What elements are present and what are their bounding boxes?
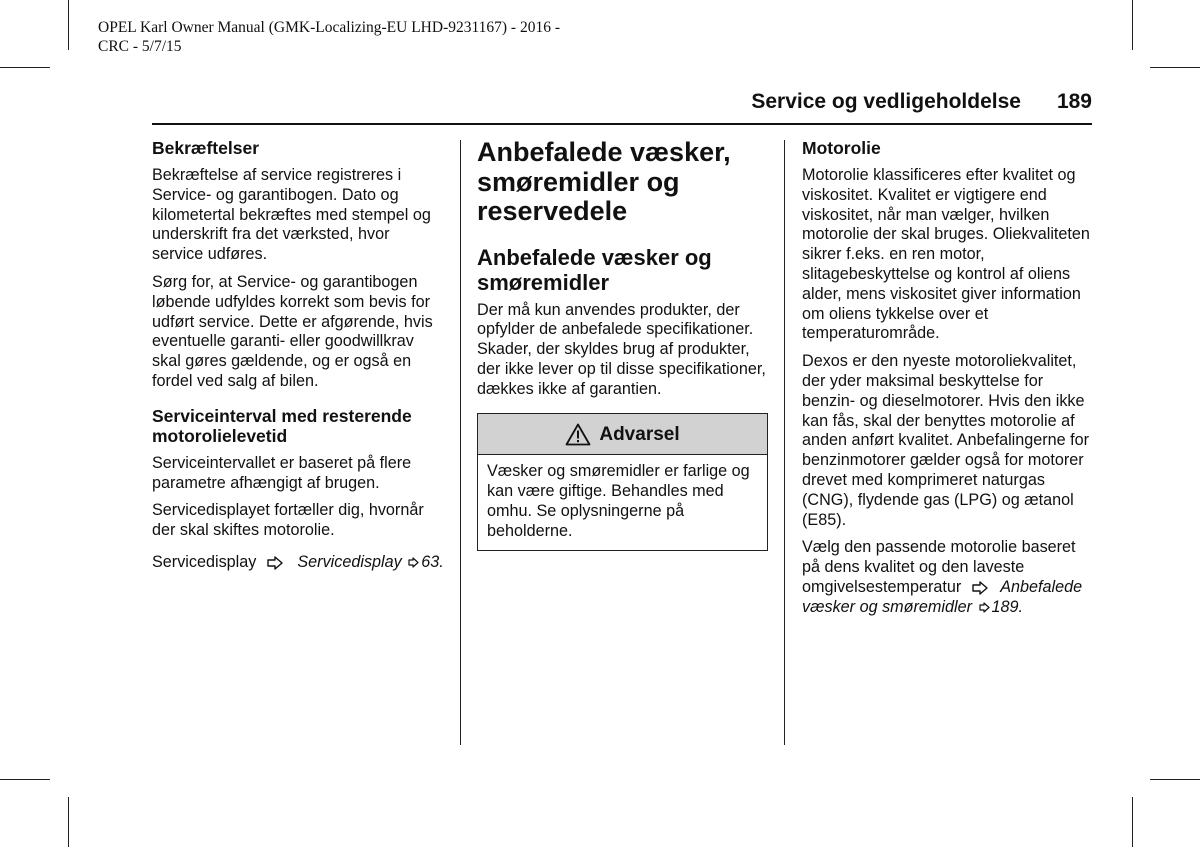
section-title: Service og vedligeholdelse <box>751 90 1021 113</box>
crop-mark <box>0 779 50 780</box>
paragraph: Motorolie klassificeres efter kvalitet og viskositet. Kvalitet er vigtigere end viskositet, når man vælger, hvilken motorolie der skal bruges. Oliekvaliteten sikrer f.eks. en ren motor, slitagebeskyttelse og kontrol af oliens alder, mens viskositet giver information om oliens tykkelse over et temperaturområde. <box>802 166 1090 343</box>
document-meta <box>98 18 658 56</box>
crop-mark <box>1150 67 1200 68</box>
reference-period: . <box>439 552 444 571</box>
paragraph-with-reference <box>802 538 1094 617</box>
paragraph-text: Vælg den passende motorolie baseret på dens kvalitet og den laveste omgivelsestemperatur <box>802 538 1076 596</box>
paragraph: Servicedisplayet fortæller dig, hvornår der skal skiftes motorolie. <box>152 501 424 540</box>
reference-page[interactable]: 189 <box>991 597 1019 616</box>
header-rule <box>152 123 1092 125</box>
main-heading: Anbefalede væsker, smøremidler og reservedele <box>477 137 731 226</box>
paragraph: Serviceintervallet er baseret på flere parametre afhængigt af brugen. <box>152 453 412 492</box>
paragraph: Der må kun anvendes produkter, der opfylder de anbefalede specifikationer. Skader, der skyldes brug af produkter, der ikke lever op til disse specifikationer, dækkes ikke af garantien. <box>477 300 766 398</box>
paragraph: Dexos er den nyeste motoroliekvalitet, der yder maksimal beskyttelse for benzin- og dieselmotorer. Hvis den ikke kan fås, skal der benyttes motorolie af anden anført kvalitet. Anbefalingerne for benzinmotorer gælder også for motorer drevet med komprimeret naturgas (CNG), flydende gas (LPG) og ætanol (E85). <box>802 352 1090 529</box>
column-3 <box>802 138 1094 626</box>
reference-link[interactable]: Servicedisplay <box>297 552 402 571</box>
reference-label: Servicedisplay <box>152 552 257 571</box>
warning-text: Væsker og smøremidler er farlige og kan være giftige. Behandles med omhu. Se oplysningerne på beholderne. <box>487 462 750 540</box>
cross-reference <box>152 553 444 573</box>
reference-page[interactable]: 63 <box>421 552 440 571</box>
paragraph: Sørg for, at Service- og garantibogen løbende udfyldes korrekt som bevis for udført service. Dette er afgørende, hvis eventuelle garanti- eller goodwillkrav skal gøres gældende, og er også en fordel ved salg af bilen. <box>152 272 433 390</box>
crop-mark <box>0 67 50 68</box>
warning-triangle-icon <box>565 423 591 446</box>
heading-confirmations: Bekræftelser <box>152 138 259 158</box>
meta-line: CRC - 5/7/15 <box>98 38 182 55</box>
warning-box <box>477 413 768 550</box>
column-1 <box>152 138 444 581</box>
sub-heading: Anbefalede væsker og smøremidler <box>477 244 712 295</box>
page-arrow-icon <box>979 602 990 613</box>
crop-mark <box>1132 797 1133 847</box>
reference-period: . <box>1018 597 1024 616</box>
reference-arrow-icon <box>972 581 988 595</box>
paragraph: Bekræftelse af service registreres i Service- og garantibogen. Dato og kilometertal bekræftes med stempel og underskrift fra det værksted, hvor service udføres. <box>152 166 431 264</box>
reference-arrow-icon <box>267 556 283 570</box>
column-divider <box>460 140 461 745</box>
heading-engine-oil: Motorolie <box>802 138 881 158</box>
heading-service-interval: Serviceinterval med resterende motorolielevetid <box>152 405 412 446</box>
meta-line: OPEL Karl Owner Manual (GMK-Localizing-EU LHD-9231167) - 2016 - <box>98 19 561 36</box>
warning-header <box>478 414 767 455</box>
reference-link[interactable]: Anbefalede væsker og smøremidler <box>802 577 1083 616</box>
column-divider <box>784 140 785 745</box>
crop-mark <box>68 797 69 847</box>
crop-mark <box>1132 0 1133 50</box>
warning-title: Advarsel <box>599 423 680 445</box>
column-2 <box>477 138 769 551</box>
running-header <box>600 90 1092 116</box>
crop-mark <box>68 0 69 50</box>
page-number: 189 <box>1056 90 1092 113</box>
warning-body <box>478 455 767 549</box>
crop-mark <box>1150 779 1200 780</box>
page-arrow-icon <box>408 557 419 568</box>
